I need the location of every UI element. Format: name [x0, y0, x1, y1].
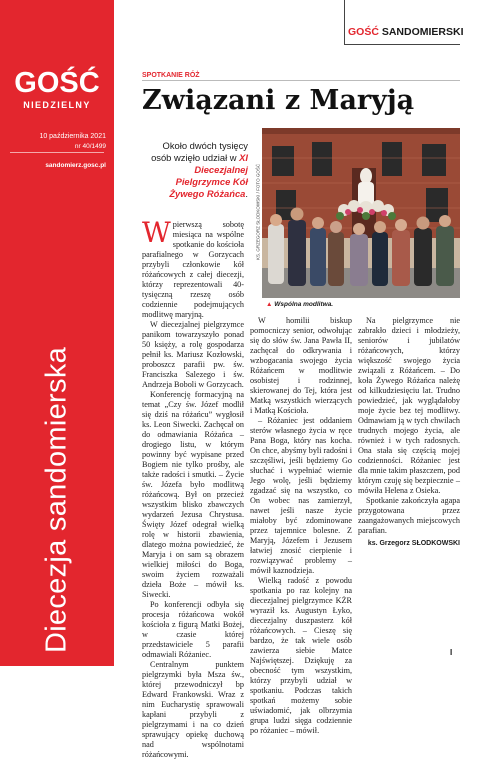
lead-end: . — [245, 188, 248, 199]
section-divider — [142, 80, 460, 81]
paragraph-6: W homilii biskup pomocniczy senior, odwołując się do słów św. Jana Pawła II, zachęcał do odkrywania i wzbogacania swojego życia Różańcem w modlitwie osobistej i rodzinnej, skierowanej do Tej, która jest Matką wszystkich wierzących i Matką Kościoła. — [250, 316, 352, 415]
paragraph-4: Po konferencji odbyła się procesja różańcowa wokół kościoła z figurą Matki Bożej, w czasie której przedstawiciele 5 parafii odmawiali Różaniec. — [142, 600, 244, 659]
sidebar-divider — [10, 152, 104, 153]
caption-triangle-icon: ▲ — [266, 301, 273, 308]
sidebar — [0, 0, 114, 666]
photo-credit-text: KS. GRZEGORZ SŁODKOWSKI / FOTO GOŚĆ — [255, 163, 261, 261]
article-column-3 — [358, 316, 460, 656]
procession-illustration — [262, 128, 460, 298]
header-divider-vertical — [344, 0, 345, 44]
paragraph-3: Konferencję formacyjną na temat „Czy św. Józef modlił się dziś na różańcu” wygłosił ks. Leon Siwecki. Zachęcał on do odmawiania Różańca – drogiego listu, w którym powinny być wypisane przed Bogiem nie tylko prośby, ale także radości i smutki. – Życie św. Józefa było modlitwą różańcową. Był on przecież wszystkim blisko zbawczych wydarzeń Jezusa Chrystusa. Święty Józef odegrał wielką rolę w historii zbawienia, dlatego można powiedzieć, że Maryja i on sam są obrazem wielkiej miłości do Boga, swoim życiem rozważali dzieła Boże – mówił ks. Siwecki. — [142, 390, 244, 599]
issue-date: 10 października 2021 — [39, 133, 106, 140]
website-url: sandomierz.gosc.pl — [45, 162, 106, 169]
header-brand-gosc: GOŚĆ — [348, 26, 379, 38]
paragraph-9: Na pielgrzymce nie zabrakło dzieci i młodzieży, seniorów i jubilatów różańcowych, którzy większość swojego życia związali z Różańcem. – Do koła Żywego Różańca należę od kilkudziesięciu lat. Trudno powiedzieć, jak wyglądałoby moje życie bez tej modlitwy. Odmawiam ją w tych chwilach trudnych mojego życia, ale również i w tych radosnych. Ona stała się częścią mojej codzienności. Różaniec jest dla mnie takim płaszczem, pod którym czuję się bezpiecznie – mówiła Helena z Osieka. — [358, 316, 460, 495]
paragraph-7: – Różaniec jest oddaniem sterów własnego życia w ręce Pana Boga, który nas kocha. On chce, abyśmy byli radośni i szczęśliwi, jeśli będziemy Go słuchać i wypełniać wiernie Jego wolę, jeśli będziemy zgadzać się na wszystko, co On wobec nas zamierzył, nawet jeśli nasze życie miałoby być zdominowane przez tajemnice bolesne. Z Maryją, Józefem i Jezusem łatwiej znosić cierpienie i rozwiązywać problemy – mówił kaznodzieja. — [250, 416, 352, 575]
header-divider-horizontal — [344, 44, 460, 45]
header-brand-sandomierski: SANDOMIERSKI — [381, 26, 464, 38]
paragraph-10: Spotkanie zakończyła agapa przygotowana przez zaangażowanych miejscowych parafian. — [358, 496, 460, 535]
procession-photo — [262, 128, 460, 298]
logo-sub-text: NIEDZIELNY — [23, 100, 91, 110]
article-column-2 — [250, 316, 352, 735]
article-lead — [140, 140, 248, 200]
author-signature: ks. Grzegorz SŁODKOWSKI — [367, 540, 460, 547]
paragraph-2: W diecezjalnej pielgrzymce panikom towarzyszyło ponad 50 księży, a rolę gospodarza pełnił ks. Mariusz Kozłowski, proboszcz parafii pw. św. Franciszka Salezego i św. Andrzeja Boboli w Gorzycach. — [142, 320, 244, 389]
drop-cap: W — [142, 216, 171, 249]
article-title: Związani z Maryją — [142, 85, 415, 116]
magazine-logo — [14, 68, 100, 110]
photo-caption — [266, 301, 333, 308]
logo-main-text: GOŚĆ — [14, 67, 100, 99]
article-column-1 — [142, 216, 244, 759]
paragraph-5: Centralnym punktem pielgrzymki była Msza św., której przewodniczył bp Edward Frankowski. Wraz z nim Eucharystię sprawowali kapłani przybyli z pielgrzymami i na co dzień sprawujący opiekę duchową nad wspólnotami różańcowymi. — [142, 660, 244, 759]
paragraph-1-text: pierwszą sobotę miesiąca na wspólne spotkanie do kościoła parafialnego w Gorzycach przybyli członkowie kół różańcowych z całej diecezji, którzy reprezentowali 40-tysięczną rzeszę osób codziennie podejmujących modlitwę maryjną. — [142, 220, 244, 319]
photo-credit — [254, 132, 262, 292]
section-label: SPOTKANIE RÓŻ — [142, 72, 200, 79]
page-number: I — [450, 648, 453, 657]
caption-text: Wspólna modlitwa. — [274, 301, 334, 308]
diocese-vertical-title: Diecezja sandomierska — [40, 346, 73, 654]
lead-emphasis: XI Diecezjalnej Pielgrzymce Kół Żywego Różańca — [169, 152, 248, 199]
paragraph-1 — [142, 216, 244, 320]
paragraph-8: Wielką radość z powodu spotkania po raz kolejny na diecezjalnej pielgrzymce KŻR wyraził ks. Augustyn Łyko, diecezjalny duszpasterz kół różańcowych. – Cieszę się bardzo, że tak wiele osób zawierza siebie Matce Najświętszej. Dziękuję za obecność tym wszystkim, którzy przybyli udział w spotkaniu. Podczas takich spotkań możemy sobie uświadomić, jak olbrzymia grupa ludzi sięga codziennie po różaniec – mówił. — [250, 576, 352, 735]
header-brand — [348, 26, 464, 38]
lead-text: Około dwóch tysięcy osób wzięło udział w — [151, 140, 248, 163]
issue-number: nr 40/1499 — [74, 143, 106, 150]
